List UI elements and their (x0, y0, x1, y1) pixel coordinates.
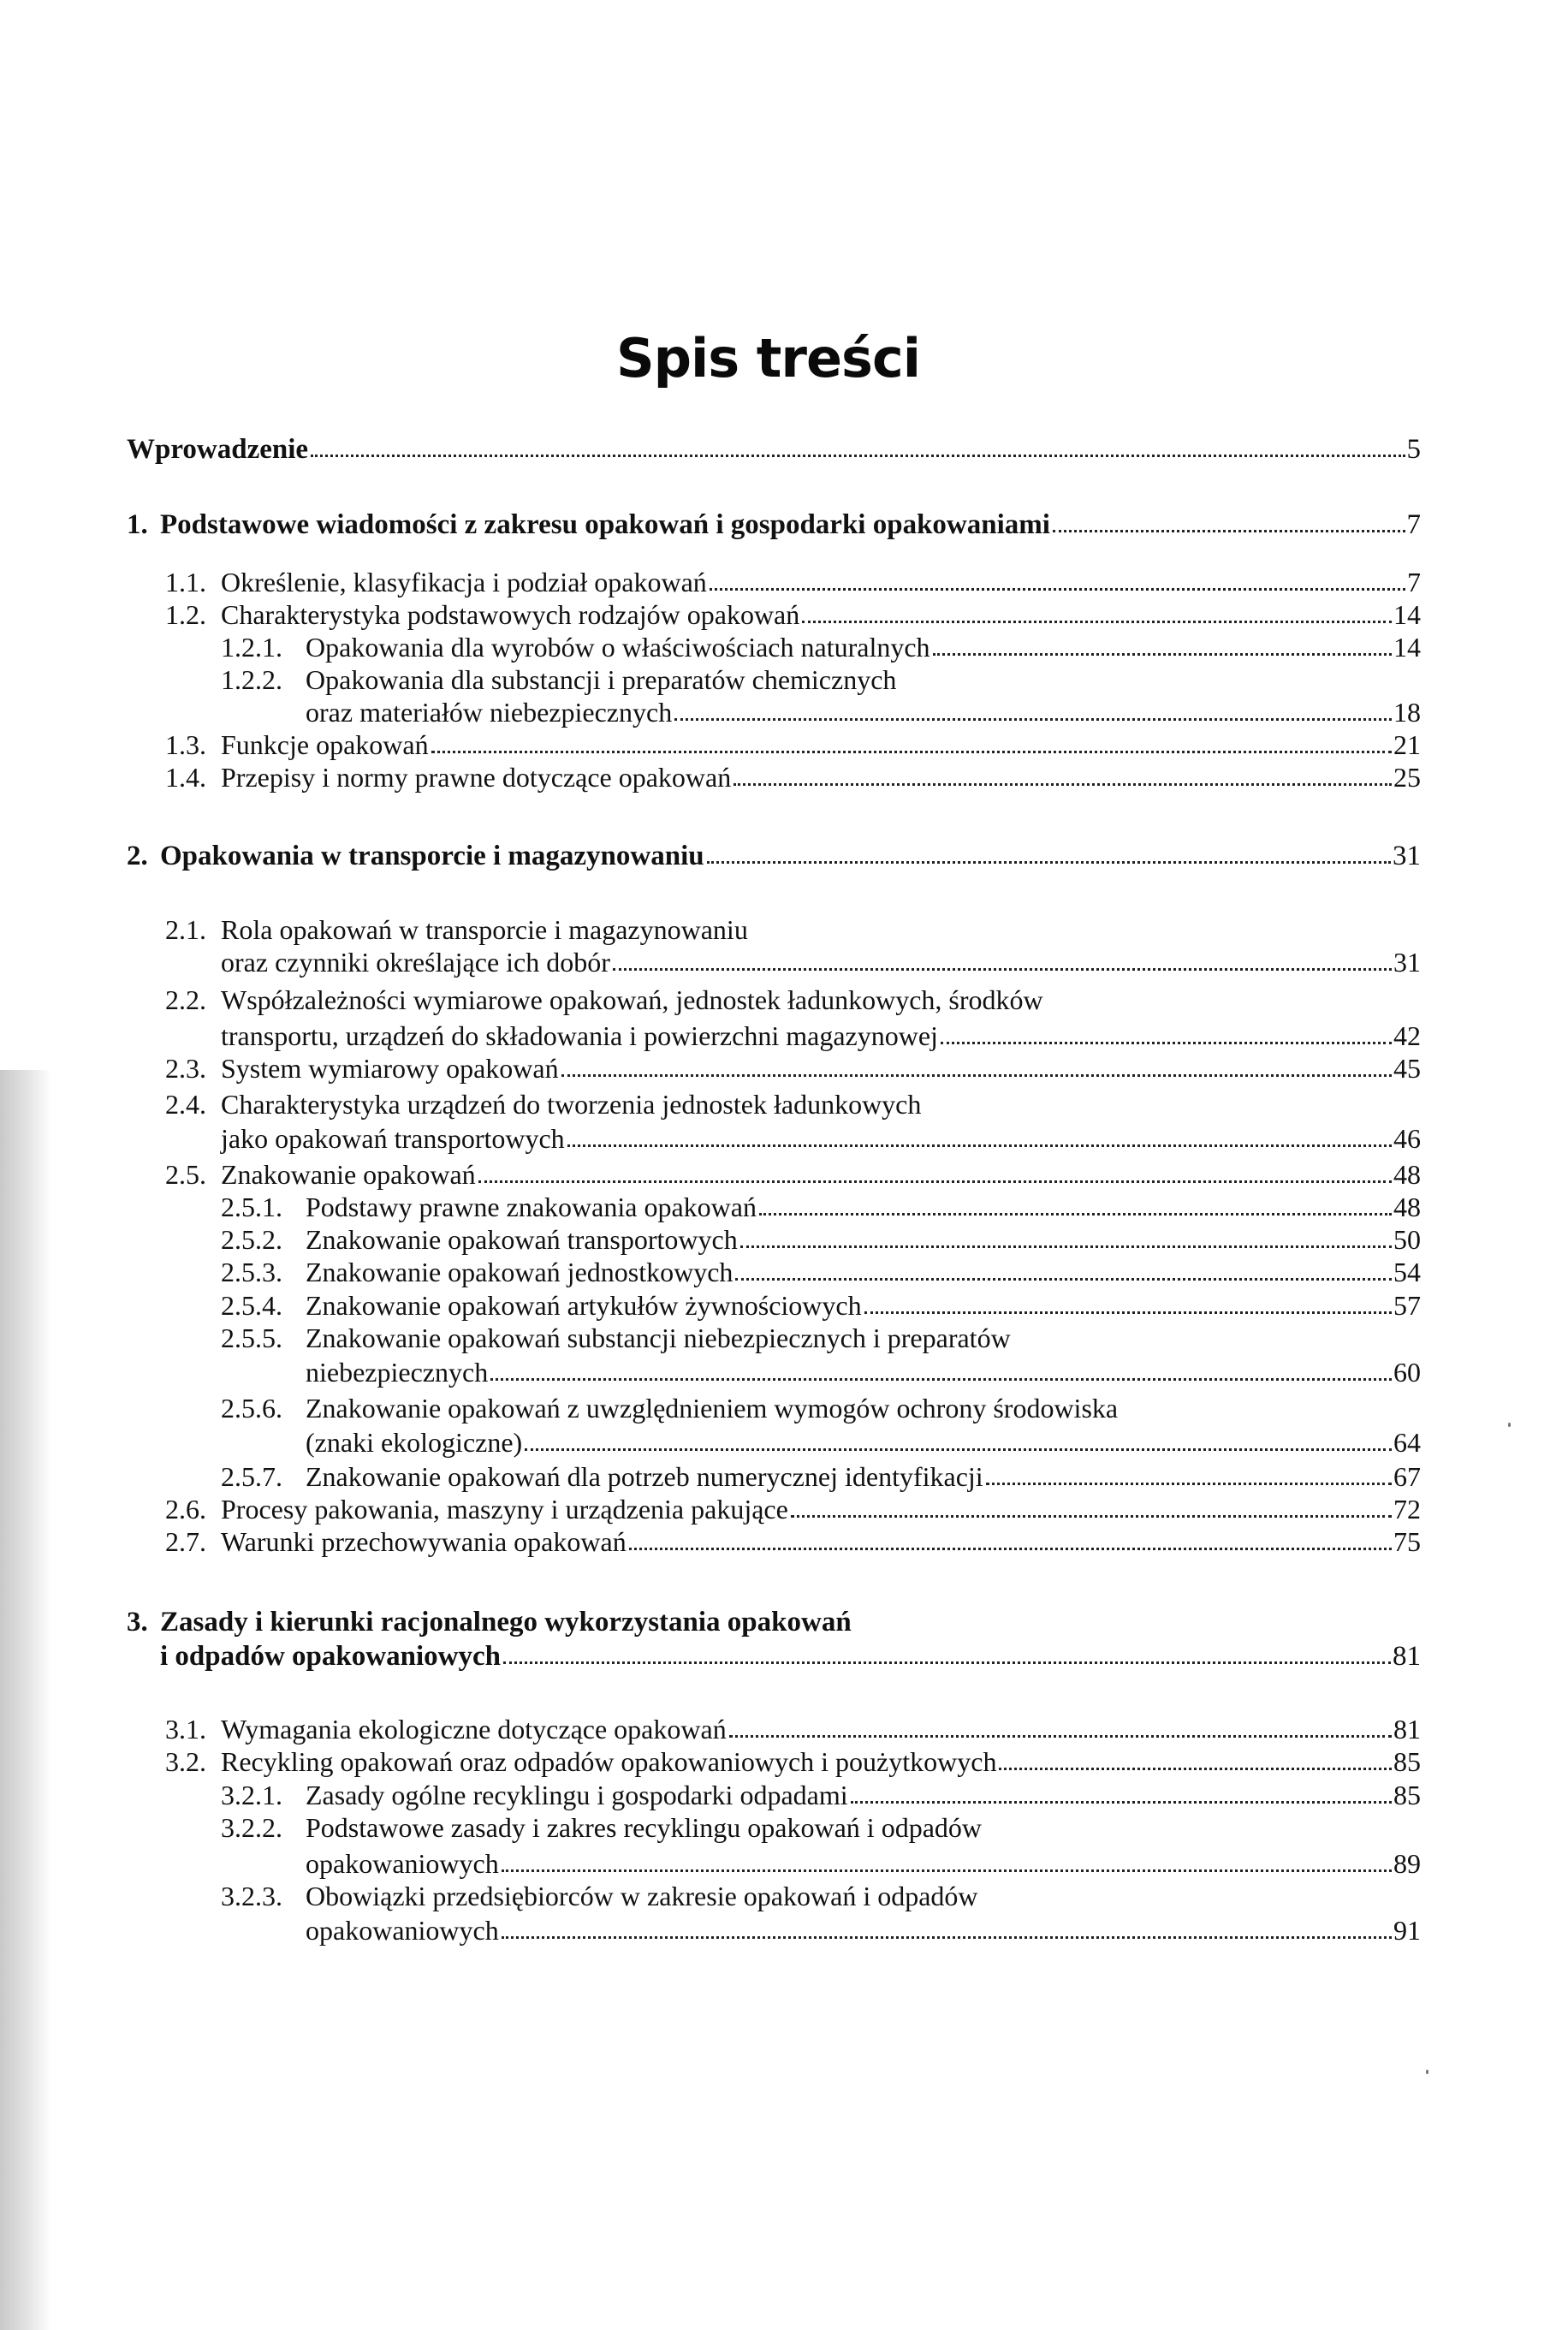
toc-entry-title: opakowaniowych (306, 1848, 499, 1879)
dot-leader (802, 617, 1392, 623)
toc-entry-number: 2.4. (165, 1089, 206, 1120)
toc-entry-s1-2-2-line-2[interactable] (221, 695, 1421, 729)
toc-page-number: 14 (1393, 599, 1421, 630)
toc-page-number: 64 (1393, 1427, 1421, 1458)
toc-entry-s2-1-line-1[interactable] (165, 912, 1421, 947)
toc-entry-title: Zasady ogólne recyklingu i gospodarki odpadami (306, 1780, 848, 1810)
toc-entry-title: Opakowania dla wyrobów o właściwościach naturalnych (306, 632, 930, 663)
toc-entry-ch3-line-2[interactable] (127, 1639, 1421, 1673)
toc-page-number: 46 (1393, 1123, 1421, 1154)
dot-leader (791, 1512, 1392, 1518)
toc-page-number: 85 (1393, 1780, 1421, 1810)
toc-entry-title: Znakowanie opakowań artykułów żywnościowych (306, 1290, 862, 1321)
toc-entry-s2-2-line-1[interactable] (165, 983, 1421, 1017)
toc-page-number: 81 (1393, 1714, 1421, 1745)
toc-entry-title: Warunki przechowywania opakowań (221, 1526, 627, 1557)
toc-entry-number: 2.7. (165, 1526, 206, 1557)
toc-entry-title: Znakowanie opakowań dla potrzeb numerycznej identyfikacji (306, 1461, 983, 1492)
dot-leader (629, 1544, 1392, 1550)
toc-entry-title: Zasady i kierunki racjonalnego wykorzystania opakowań (160, 1607, 852, 1638)
toc-page-number: 75 (1393, 1526, 1421, 1557)
toc-entry-s2-4-line-1[interactable] (165, 1087, 1421, 1121)
toc-entry-title: Charakterystyka podstawowych rodzajów opakowań (221, 599, 800, 630)
toc-entry-s2-5-5-line-1[interactable] (221, 1321, 1421, 1355)
dot-leader (941, 1038, 1392, 1044)
toc-page-number: 45 (1393, 1053, 1421, 1084)
dot-leader (478, 1177, 1392, 1183)
toc-entry-s2-5-6-line-1[interactable] (221, 1391, 1421, 1425)
toc-entry-title: Znakowanie opakowań z uwzględnieniem wymogów ochrony środowiska (306, 1393, 1119, 1424)
toc-page-number: 85 (1393, 1746, 1421, 1777)
dot-leader (740, 1242, 1392, 1248)
toc-entry-number: 1.1. (165, 567, 206, 597)
page-title: Spis treści (616, 326, 920, 389)
dot-leader (567, 1141, 1392, 1147)
dot-leader (503, 1658, 1391, 1664)
dot-leader (502, 1866, 1392, 1872)
toc-page-number: 31 (1393, 841, 1421, 871)
toc-entry-title: Rola opakowań w transporcie i magazynowaniu (221, 914, 748, 945)
toc-entry-title: Znakowanie opakowań (221, 1159, 476, 1190)
toc-entry-number: 2.3. (165, 1053, 206, 1084)
toc-page-number: 18 (1393, 697, 1421, 728)
toc-page-number: 5 (1406, 434, 1421, 465)
dot-leader (613, 965, 1392, 971)
toc-entry-number: 1.2.1. (221, 632, 282, 663)
toc-entry-title: Opakowania w transporcie i magazynowaniu (160, 841, 704, 871)
toc-entry-title: System wymiarowy opakowań (221, 1053, 559, 1084)
dot-leader (999, 1764, 1392, 1770)
toc-entry-title: Znakowanie opakowań transportowych (306, 1224, 738, 1255)
toc-entry-title: Funkcje opakowań (221, 729, 429, 760)
toc-page-number: 91 (1393, 1915, 1421, 1946)
toc-entry-number: 3. (127, 1607, 148, 1638)
toc-page-number: 57 (1393, 1290, 1421, 1321)
toc-page-number: 48 (1393, 1159, 1421, 1190)
toc-entry-title: Podstawowe zasady i zakres recyklingu opakowań i odpadów (306, 1812, 982, 1843)
dot-leader (986, 1479, 1392, 1485)
toc-entry-title: niebezpiecznych (306, 1357, 489, 1388)
toc-entry-title: Obowiązki przedsiębiorców w zakresie opakowań i odpadów (306, 1881, 978, 1911)
toc-entry-s2-3[interactable] (165, 1051, 1421, 1085)
dot-leader (735, 1275, 1392, 1281)
dot-leader (759, 1210, 1392, 1216)
toc-entry-title: Wprowadzenie (127, 434, 309, 465)
toc-entry-title: Określenie, klasyfikacja i podział opakowań (221, 567, 707, 597)
toc-entry-s3-2-2-line-2[interactable] (221, 1846, 1421, 1881)
toc-page-number: 14 (1393, 632, 1421, 663)
toc-entry-number: 2.5.5. (221, 1323, 282, 1353)
toc-entry-s1-2[interactable] (165, 597, 1421, 632)
toc-entry-s2-5-6-line-2[interactable] (221, 1425, 1421, 1459)
toc-entry-s2-5-3[interactable] (221, 1255, 1421, 1289)
dot-leader (674, 715, 1392, 721)
toc-entry-wprowadzenie[interactable] (127, 432, 1421, 467)
toc-entry-number: 2.5.6. (221, 1393, 282, 1424)
toc-entry-s2-5-4[interactable] (221, 1288, 1421, 1323)
toc-entry-s2-5-5-line-2[interactable] (221, 1355, 1421, 1389)
toc-entry-number: 3.2.1. (221, 1780, 282, 1810)
toc-entry-s2-6[interactable] (165, 1492, 1421, 1526)
toc-entry-title: transportu, urządzeń do składowania i powierzchni magazynowej (221, 1020, 938, 1051)
toc-page-number: 72 (1393, 1494, 1421, 1525)
toc-entry-s3-2-3-line-2[interactable] (221, 1913, 1421, 1947)
toc-entry-number: 2.5. (165, 1159, 206, 1190)
dot-leader (311, 451, 1405, 457)
toc-entry-number: 2.1. (165, 914, 206, 945)
toc-entry-number: 3.2.3. (221, 1881, 282, 1911)
toc-entry-s2-4-line-2[interactable] (165, 1121, 1421, 1156)
toc-entry-number: 1.2. (165, 599, 206, 630)
dot-leader (561, 1071, 1392, 1077)
toc-page-number: 60 (1393, 1357, 1421, 1388)
dot-leader (933, 650, 1392, 656)
toc-entry-s1-1[interactable] (165, 565, 1421, 599)
toc-entry-title: opakowaniowych (306, 1915, 499, 1946)
toc-page-number: 21 (1393, 729, 1421, 760)
toc-entry-s2-5[interactable] (165, 1157, 1421, 1192)
toc-entry-ch2[interactable] (127, 839, 1421, 873)
toc-page-number: 50 (1393, 1224, 1421, 1255)
dot-leader (490, 1375, 1392, 1381)
toc-page-number: 25 (1393, 762, 1421, 793)
toc-entry-title: i odpadów opakowaniowych (160, 1641, 501, 1672)
toc-entry-s1-2-1[interactable] (221, 630, 1421, 664)
toc-entry-number: 3.2. (165, 1746, 206, 1777)
toc-entry-ch3-line-1[interactable] (127, 1605, 1421, 1639)
dot-leader (734, 780, 1392, 786)
toc-entry-s2-7[interactable] (165, 1525, 1421, 1559)
toc-entry-s3-2-2-line-1[interactable] (221, 1810, 1421, 1845)
dot-leader (864, 1308, 1392, 1314)
toc-entry-s1-3[interactable] (165, 728, 1421, 762)
toc-entry-ch1[interactable] (127, 508, 1421, 542)
toc-page-number: 42 (1393, 1020, 1421, 1051)
toc-entry-s3-2-1[interactable] (221, 1778, 1421, 1812)
toc-entry-number: 3.2.2. (221, 1812, 282, 1843)
toc-entry-title: jako opakowań transportowych (221, 1123, 565, 1154)
scan-speck (1508, 1423, 1511, 1427)
toc-entry-title: Procesy pakowania, maszyny i urządzenia pakujące (221, 1494, 788, 1525)
dot-leader (502, 1933, 1392, 1939)
scan-speck (1426, 2070, 1428, 2074)
toc-page-number: 89 (1393, 1848, 1421, 1879)
toc-page-number: 48 (1393, 1192, 1421, 1222)
toc-entry-title: oraz materiałów niebezpiecznych (306, 697, 673, 728)
dot-leader (707, 858, 1391, 864)
toc-entry-number: 2.5.1. (221, 1192, 282, 1222)
toc-entry-s2-2-line-2[interactable] (165, 1019, 1421, 1053)
toc-entry-s1-4[interactable] (165, 760, 1421, 794)
toc-entry-s2-5-2[interactable] (221, 1222, 1421, 1257)
dot-leader (1053, 526, 1405, 532)
toc-entry-s2-1-line-2[interactable] (165, 945, 1421, 979)
toc-entry-s2-5-7[interactable] (221, 1459, 1421, 1494)
toc-entry-s2-5-1[interactable] (221, 1190, 1421, 1224)
toc-page-number: 31 (1393, 947, 1421, 978)
toc-page-number: 54 (1393, 1257, 1421, 1287)
toc-entry-title: Opakowania dla substancji i preparatów chemicznych (306, 664, 897, 695)
toc-entry-number: 1. (127, 509, 148, 540)
toc-entry-number: 2.5.7. (221, 1461, 282, 1492)
toc-entry-title: Znakowanie opakowań substancji niebezpiecznych i preparatów (306, 1323, 1011, 1353)
toc-page-number: 7 (1406, 509, 1421, 540)
toc-entry-s3-1[interactable] (165, 1712, 1421, 1746)
toc-entry-title: oraz czynniki określające ich dobór (221, 947, 610, 978)
toc-entry-s3-2-3-line-1[interactable] (221, 1879, 1421, 1913)
toc-entry-title: Podstawy prawne znakowania opakowań (306, 1192, 757, 1222)
toc-entry-s3-2[interactable] (165, 1745, 1421, 1779)
dot-leader (525, 1445, 1392, 1451)
toc-entry-title: Wymagania ekologiczne dotyczące opakowań (221, 1714, 727, 1745)
dot-leader (431, 747, 1392, 753)
toc-entry-number: 2.2. (165, 984, 206, 1015)
toc-entry-number: 2.5.3. (221, 1257, 282, 1287)
toc-entry-title: Współzależności wymiarowe opakowań, jednostek ładunkowych, środków (221, 984, 1043, 1015)
dot-leader (729, 1732, 1392, 1738)
toc-entry-title: Charakterystyka urządzeń do tworzenia jednostek ładunkowych (221, 1089, 922, 1120)
toc-entry-title: (znaki ekologiczne) (306, 1427, 523, 1458)
toc-entry-number: 1.2.2. (221, 664, 282, 695)
toc-entry-title: Recykling opakowań oraz odpadów opakowaniowych i poużytkowych (221, 1746, 997, 1777)
toc-entry-number: 2.6. (165, 1494, 206, 1525)
toc-entry-number: 3.1. (165, 1714, 206, 1745)
toc-entry-number: 1.4. (165, 762, 206, 793)
toc-entry-number: 2. (127, 841, 148, 871)
toc-page-number: 67 (1393, 1461, 1421, 1492)
toc-entry-s1-2-2-line-1[interactable] (221, 663, 1421, 697)
scan-edge-shadow (0, 1070, 51, 2330)
toc-entry-title: Przepisy i normy prawne dotyczące opakowań (221, 762, 732, 793)
toc-entry-title: Znakowanie opakowań jednostkowych (306, 1257, 734, 1287)
toc-entry-number: 2.5.4. (221, 1290, 282, 1321)
dot-leader (710, 585, 1405, 591)
toc-entry-title: Podstawowe wiadomości z zakresu opakowań i gospodarki opakowaniami (160, 509, 1050, 540)
toc-page-number: 7 (1407, 567, 1421, 597)
toc-entry-number: 1.3. (165, 729, 206, 760)
dot-leader (851, 1798, 1392, 1804)
toc-entry-number: 2.5.2. (221, 1224, 282, 1255)
toc-page-number: 81 (1393, 1641, 1421, 1672)
